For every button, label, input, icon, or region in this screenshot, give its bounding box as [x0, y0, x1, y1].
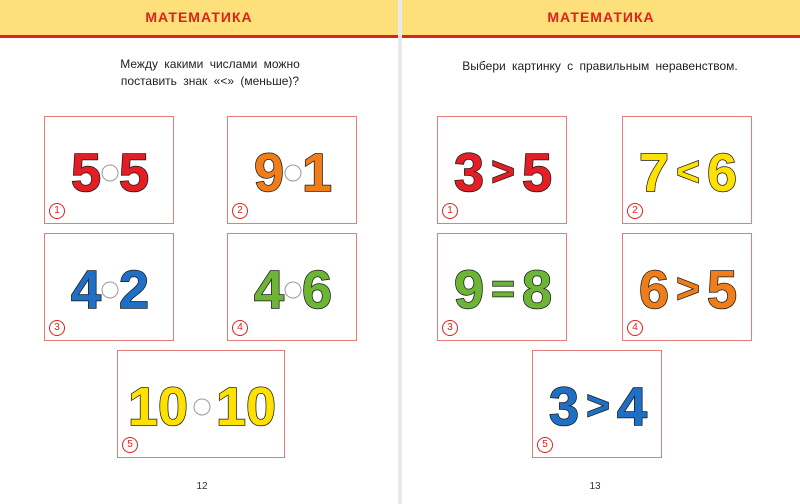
card-number-badge: 4: [232, 320, 248, 336]
card-number-badge: 5: [537, 437, 553, 453]
right-operand: 5: [521, 143, 553, 203]
card-number-badge: 4: [627, 320, 643, 336]
right-operand: 5: [706, 260, 738, 320]
left-operand: 3: [453, 143, 485, 203]
right-instruction: Выбери картинку с правильным неравенством.: [462, 59, 738, 73]
card-number-badge: 1: [442, 203, 458, 219]
left-instruction-line2: поставить знак «<» (меньше)?: [120, 74, 300, 88]
right-operand: 2: [118, 260, 150, 320]
right-page-number: 13: [589, 481, 601, 492]
right-operand: 10: [215, 377, 277, 437]
card-number-badge: 5: [122, 437, 138, 453]
left-header-bar: [0, 0, 398, 38]
right-card-5[interactable]: [532, 350, 662, 458]
left-card-1[interactable]: [44, 116, 174, 224]
left-operand: 3: [548, 377, 580, 437]
comparison-sign: <: [676, 150, 700, 194]
left-card-3[interactable]: [44, 233, 174, 341]
left-page-number: 12: [196, 481, 208, 492]
left-instruction: [60, 56, 360, 90]
left-card-5-expression: [118, 351, 286, 459]
card-number-badge: 2: [232, 203, 248, 219]
comparison-sign: >: [676, 267, 700, 311]
blank-sign-circle[interactable]: [285, 165, 301, 181]
right-operand: 6: [301, 260, 333, 320]
left-operand: 9: [253, 143, 285, 203]
left-operand: 4: [70, 260, 102, 320]
left-section-title: МАТЕМАТИКА: [145, 9, 253, 25]
comparison-sign: >: [491, 150, 515, 194]
right-operand: 5: [118, 143, 150, 203]
left-operand: 4: [253, 260, 285, 320]
left-operand: 9: [453, 260, 485, 320]
right-operand: 6: [706, 143, 738, 203]
right-card-2[interactable]: [622, 116, 752, 224]
right-card-1[interactable]: [437, 116, 567, 224]
blank-sign-circle[interactable]: [285, 282, 301, 298]
right-operand: 4: [616, 377, 648, 437]
right-section-title: МАТЕМАТИКА: [547, 9, 655, 25]
left-card-2[interactable]: [227, 116, 357, 224]
left-operand: 6: [638, 260, 670, 320]
left-operand: 7: [638, 143, 670, 203]
card-number-badge: 3: [49, 320, 65, 336]
comparison-sign: =: [491, 267, 515, 311]
right-header-bar: [402, 0, 800, 38]
blank-sign-circle[interactable]: [194, 399, 210, 415]
card-number-badge: 1: [49, 203, 65, 219]
comparison-sign: >: [586, 384, 610, 428]
right-operand: 1: [301, 143, 333, 203]
left-card-4[interactable]: [227, 233, 357, 341]
left-card-5[interactable]: [117, 350, 285, 458]
card-number-badge: 3: [442, 320, 458, 336]
right-card-4[interactable]: [622, 233, 752, 341]
card-number-badge: 2: [627, 203, 643, 219]
book-spine: [398, 0, 402, 504]
right-card-3[interactable]: [437, 233, 567, 341]
left-operand: 5: [70, 143, 102, 203]
right-operand: 8: [521, 260, 553, 320]
blank-sign-circle[interactable]: [102, 165, 118, 181]
left-operand: 10: [127, 377, 189, 437]
left-instruction-line1: Между какими числами можно: [120, 57, 300, 71]
blank-sign-circle[interactable]: [102, 282, 118, 298]
